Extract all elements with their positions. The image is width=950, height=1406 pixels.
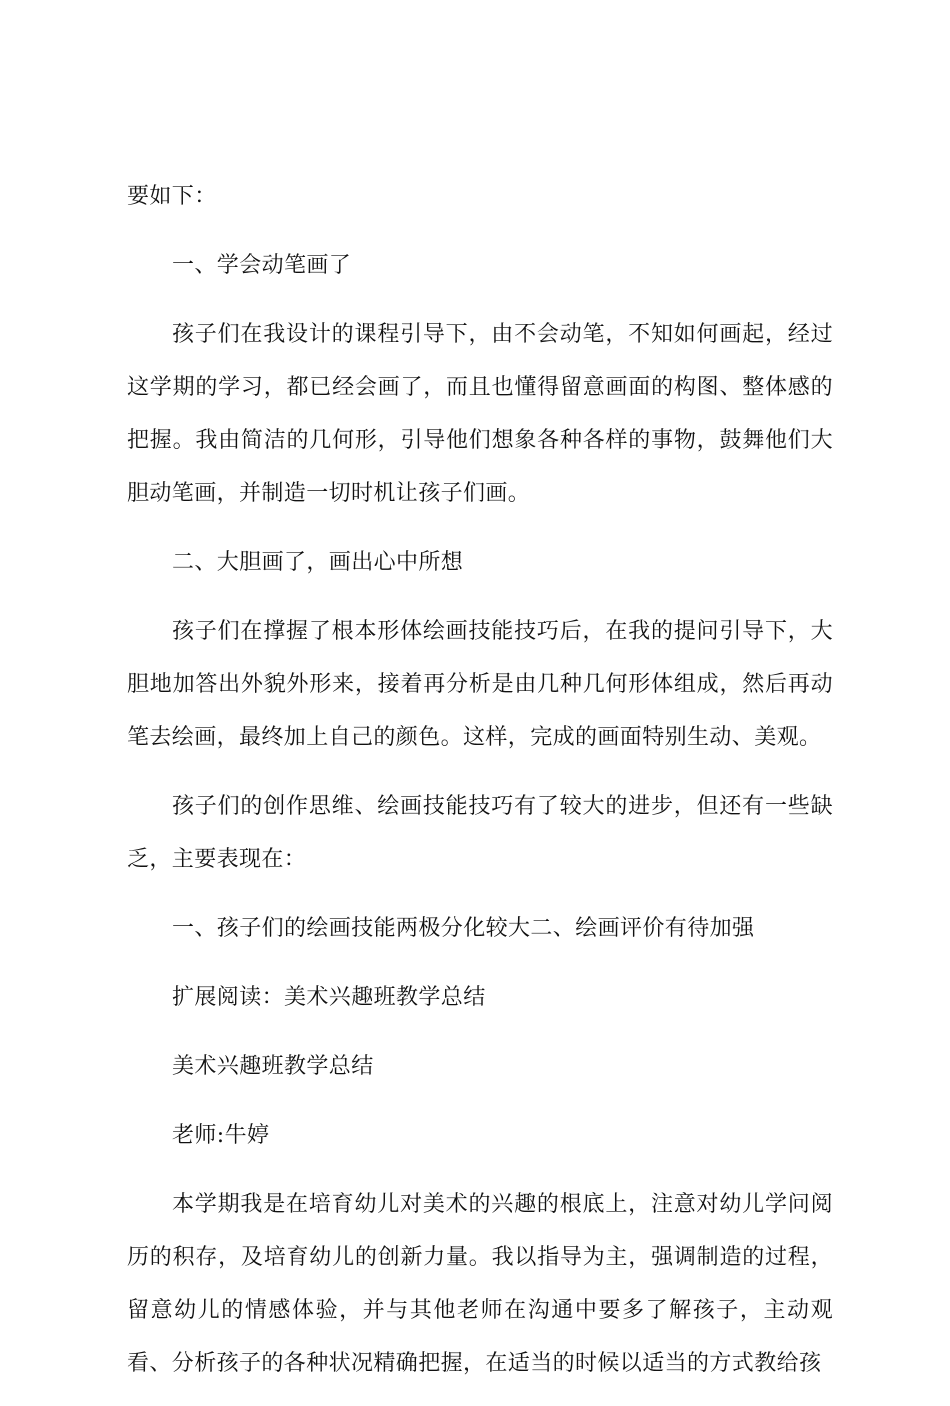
paragraph-bold-drawing: 孩子们在撑握了根本形体绘画技能技巧后，在我的提问引导下，大胆地加答出外貌外形来，接着再分析是由几种几何形体组成，然后再动笔去绘画，最终加上自己的颜色。这样，完成的画面特别生动、美观。	[127, 619, 833, 750]
document-subtitle: 美术兴趣班教学总结	[172, 1054, 374, 1079]
document-body	[127, 170, 833, 1406]
shortcomings-list: 一、孩子们的绘画技能两极分化较大二、绘画评价有待加强	[172, 916, 755, 941]
paragraph-intro-tail: 要如下：	[127, 184, 217, 209]
paragraph-semester-summary: 本学期我是在培育幼儿对美术的兴趣的根底上，注意对幼儿学问阅历的积存，及培育幼儿的创新力量。我以指导为主，强调制造的过程，留意幼儿的情感体验，并与其他老师在沟通中要多了解孩子，主动观看、分析孩子的各种状况精确把握，在适当的时候以适当的方式教给孩	[127, 1192, 833, 1376]
section-heading-bold-drawing: 二、大胆画了，画出心中所想	[172, 550, 464, 575]
author-line: 老师:牛婷	[172, 1123, 270, 1148]
section-heading-learn-to-draw: 一、学会动笔画了	[172, 253, 352, 278]
paragraph-learn-to-draw: 孩子们在我设计的课程引导下，由不会动笔，不知如何画起，经过这学期的学习，都已经会画了，而且也懂得留意画面的构图、整体感的把握。我由简洁的几何形，引导他们想象各种各样的事物，鼓舞他们大胆动笔画，并制造一切时机让孩子们画。	[127, 322, 833, 506]
extended-reading-label: 扩展阅读：美术兴趣班教学总结	[172, 985, 486, 1010]
paragraph-shortcomings-intro: 孩子们的创作思维、绘画技能技巧有了较大的进步，但还有一些缺乏，主要表现在：	[127, 794, 833, 872]
